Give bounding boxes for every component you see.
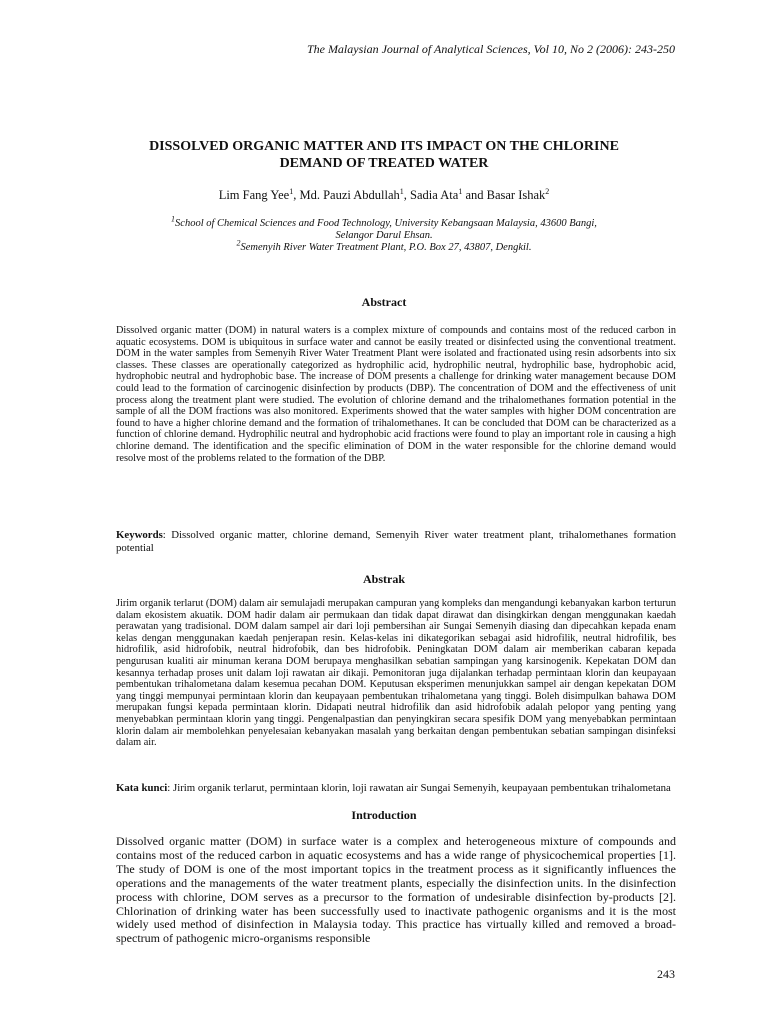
affiliation-mark: 2 xyxy=(236,238,241,248)
keywords xyxy=(116,529,676,554)
author-separator: , xyxy=(403,188,411,202)
affiliation-1-line-1: School of Chemical Sciences and Food Technology, University Kebangsaan Malaysia, 43600 Bangi, xyxy=(175,218,597,229)
introduction-text: Dissolved organic matter (DOM) in surface water is a complex and heterogeneous mixture of compounds and contains most of the reduced carbon in aquatic ecosystems and has a wide range of physicochemical properties [1]. The study of DOM is one of the most important topics in the treatment process as it significantly influences the operations and the managements of the water treatment plants, especially the disinfection units. In the disinfection process with chlorine, DOM serves as a precursor to the formation of undesirable disinfection by-products [2]. Chlorination of drinking water has been successfully used to inactivate pathogenic organisms and it is the most widely used method of disinfection in Malaysia today. This practice has virtually killed and removed a broad-spectrum of pathogenic micro-organisms responsible xyxy=(116,834,676,946)
journal-header: The Malaysian Journal of Analytical Sciences, Vol 10, No 2 (2006): 243-250 xyxy=(306,42,675,56)
paper-title-line-1: DISSOLVED ORGANIC MATTER AND ITS IMPACT ON THE CHLORINE xyxy=(149,139,619,154)
page-number: 243 xyxy=(657,967,675,981)
author-name: Basar Ishak xyxy=(486,188,546,202)
author-list xyxy=(80,188,688,203)
author-separator: and xyxy=(462,188,487,202)
affiliation-1-line-2: Selangor Darul Ehsan. xyxy=(335,230,433,241)
author-name: Md. Pauzi Abdullah xyxy=(299,188,400,202)
abstract-text: Dissolved organic matter (DOM) in natural waters is a complex mixture of compounds and contains most of the reduced carbon in aquatic ecosystems. DOM is ubiquitous in surface water and cannot be easily treated or disinfected using the conventional treatment. DOM in the water samples from Semenyih River Water Treatment Plant were isolated and fractionated using resin adsorbents into six classes. These classes are operationally categorized as hydrophilic acid, hydrophilic neutral, hydrophilic base, hydrophobic acid, hydrophobic neutral and hydrophobic base. The increase of DOM presents a challenge for drinking water management because DOM could lead to the formation of carcinogenic disinfection by products (DBP). The concentration of DOM and the effectiveness of unit process along the treatment plant were studied. The evolution of chlorine demand and the trihalomethanes formation potential in the sample of all the DOM fractions was also monitored. Experiments showed that the water samples with higher DOM concentration are found to have a higher chlorine demand and the formation of trihalomethanes. It can be concluded that DOM can be characterized as a function of chlorine demand. Hydrophilic neutral and hydrophobic acid fractions were found to play an important role in causing a high chlorine demand. The identification and the specific elimination of DOM in the water responsible for the chlorine demand would resolve most of the problems related to the formation of the DBP. xyxy=(116,325,676,464)
author-separator: , xyxy=(293,188,300,202)
affiliation-2 xyxy=(100,238,668,254)
kata-kunci-text: : Jirim organik terlarut, permintaan klorin, loji rawatan air Sungai Semenyih, keupayaan pembentukan trihalometana xyxy=(167,782,671,794)
paper-title-line-2: DEMAND OF TREATED WATER xyxy=(279,156,489,171)
kata-kunci-label: Kata kunci xyxy=(116,782,168,794)
affiliation-mark: 1 xyxy=(171,214,176,224)
author-affil-mark: 1 xyxy=(399,186,404,196)
keywords-text: : Dissolved organic matter, chlorine demand, Semenyih River water treatment plant, trihalomethanes formation potential xyxy=(116,529,676,554)
paper-title xyxy=(80,138,688,172)
author-name: Sadia Ata xyxy=(410,188,459,202)
author-affil-mark: 1 xyxy=(458,186,463,196)
author-affil-mark: 2 xyxy=(545,186,550,196)
author-affil-mark: 1 xyxy=(289,186,294,196)
author-name: Lim Fang Yee xyxy=(218,188,290,202)
abstract-heading: Abstract xyxy=(361,295,407,309)
abstrak-text: Jirim organik terlarut (DOM) dalam air semulajadi merupakan campuran yang kompleks dan mengandungi kebanyakan karbon terturun dalam ekosistem akuatik. DOM hadir dalam air permukaan dan tidak dapat dirawat dan disingkirkan dengan menggunakan kaedah perawatan yang tradisional. DOM dalam sampel air dari loji pembersihan air Sungai Semenyih diasing dan dipecahkan kepada enam kelas dengan menggunakan kaedah penjerapan resin. Kelas-kelas ini dikategorikan sebagai asid hidrofilik, neutral hidrofilik, bes hidrofilik, asid hidrofobik, neutral hidrofobik, dan bes hidrofobik. Peningkatan DOM dalam air memberikan cabaran kepada pengurusan kualiti air minuman kerana DOM berupaya menghasilkan sebatian sampingan yang karsinogenik. Kepekatan DOM dan kesannya terhadap proses unit dalam loji rawatan air dikaji. Pemonitoran juga dijalankan terhadap permintaan klorin dan keupayaan pembentukan trihalometana dalam kesemua pecahan DOM. Keputusan eksperimen menunjukkan sampel air dengan kepekatan DOM yang tinggi mempunyai permintaan klorin dan keupayaan pembentukan trihalometana yang tinggi. Boleh disimpulkan bahawa DOM merupakan fungsi kepada permintaan klorin. Didapati neutral hidrofilik dan asid hidrofobik adalah pelopor yang penting yang menyebabkan permintaan klorin yang tinggi. Pengenalpastian dan penyingkiran secara spesifik DOM yang menyebabkan permintaan klorin dalam air membolehkan penyelesaian kebanyakan masalah yang berkaitan dengan pembentukan sebatian sampingan disinfeksi dalam air. xyxy=(116,598,676,749)
kata-kunci xyxy=(116,782,676,795)
abstrak-heading: Abstrak xyxy=(362,572,405,586)
affiliation-2-line-1: Semenyih River Water Treatment Plant, P.O. Box 27, 43807, Dengkil. xyxy=(240,242,532,253)
keywords-label: Keywords xyxy=(116,529,163,541)
affiliations xyxy=(100,214,668,254)
introduction-heading: Introduction xyxy=(351,808,417,822)
affiliation-1 xyxy=(100,214,668,230)
